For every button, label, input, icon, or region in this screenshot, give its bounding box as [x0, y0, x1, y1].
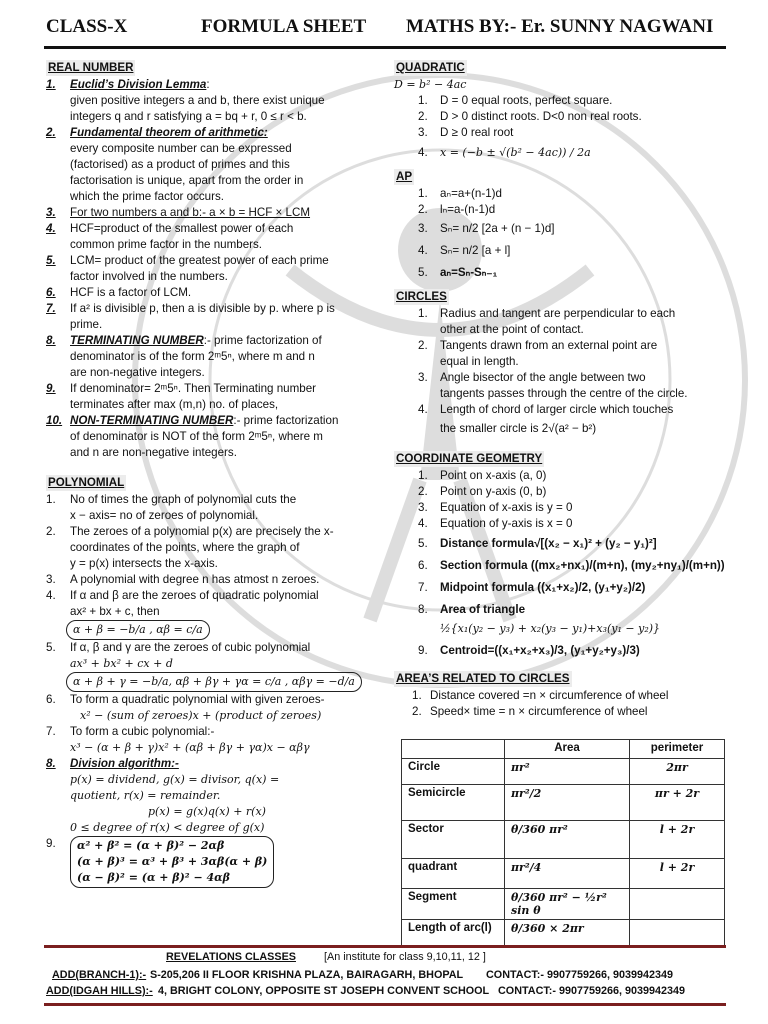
ap-item	[394, 265, 730, 281]
item-number: 1.	[418, 469, 428, 482]
areas-item	[394, 704, 730, 720]
item-line: factorisation is unique, apart from the order in	[70, 174, 304, 187]
right-column	[394, 60, 730, 720]
item-number: 2.	[418, 203, 428, 216]
address-label: ADD(IDGAH HILLS):-	[46, 985, 153, 997]
table-header-row	[402, 740, 725, 759]
table-cell-perimeter	[630, 920, 725, 948]
item-line: If α, β and γ are the zeroes of cubic polynomial	[70, 641, 311, 654]
polynomial-item	[46, 724, 376, 756]
item-number: 2.	[46, 525, 56, 538]
polynomial-item	[46, 836, 376, 888]
circles-item	[394, 402, 730, 437]
polynomial-item	[46, 640, 376, 672]
item-number: 1.	[46, 78, 56, 91]
section-title-real-number: REAL NUMBER	[48, 61, 134, 74]
ap-item	[394, 186, 730, 202]
table-cell-shape: Circle	[402, 759, 505, 785]
real-number-item	[46, 125, 376, 205]
ap-item	[394, 243, 730, 259]
item-text: x = (−b ± √(b² − 4ac)) / 2a	[440, 146, 591, 159]
table-cell-area: πr²/4	[505, 859, 630, 889]
real-number-item	[46, 285, 376, 301]
item-line: of denominator is NOT of the form 2ᵐ5ⁿ, where m	[70, 430, 323, 443]
coordinate-item	[394, 500, 730, 516]
item-line: x³ − (α + β + γ)x² + (αβ + βγ + γα)x − αβγ	[70, 741, 310, 754]
item-number: 4.	[418, 244, 428, 257]
item-number: 2.	[412, 705, 422, 718]
polynomial-item	[46, 692, 376, 724]
item-number: 5.	[46, 641, 56, 654]
item-number: 1.	[46, 493, 56, 506]
real-number-item	[46, 205, 376, 221]
item-line: x − axis= no of zeroes of polynomial.	[70, 509, 259, 522]
table-cell-area: πr²/2	[505, 785, 630, 821]
item-text: Area of triangle	[440, 603, 526, 616]
table-header-perimeter: perimeter	[630, 740, 725, 759]
section-title-polynomial: POLYNOMIAL	[48, 476, 125, 489]
coordinate-item	[394, 516, 730, 532]
institute-tagline: [An institute for class 9,10,11, 12 ]	[324, 951, 486, 963]
table-cell-shape: Semicircle	[402, 785, 505, 821]
item-text: Equation of y-axis is x = 0	[440, 517, 573, 530]
item-number: 2.	[46, 126, 56, 139]
quadratic-item	[394, 109, 730, 125]
quadratic-item	[394, 145, 730, 161]
item-line: tangents passes through the centre of the circle.	[440, 387, 688, 400]
section-title-ap: AP	[396, 170, 413, 183]
table-cell-perimeter: l + 2r	[630, 859, 725, 889]
item-text: D = 0 equal roots, perfect square.	[440, 94, 613, 107]
item-number: 9.	[46, 837, 56, 850]
identity-line: (α + β)³ = α³ + β³ + 3αβ(α + β)	[77, 855, 268, 868]
item-line: The zeroes of a polynomial p(x) are precisely the x-	[70, 525, 334, 538]
table-cell-shape: Segment	[402, 889, 505, 920]
table-row	[402, 759, 725, 785]
item-text: Sₙ= n/2 [2a + (n − 1)d]	[440, 222, 555, 235]
item-text: Section formula ((mx₂+nx₁)/(m+n), (my₂+ny₁)/(m+n))	[440, 559, 725, 572]
item-line: coordinates of the points, where the graph of	[70, 541, 300, 554]
item-line: and n are non-negative integers.	[70, 446, 237, 459]
item-line: p(x) = dividend, g(x) = divisor, q(x) =	[70, 773, 280, 786]
item-line: p(x) = g(x)q(x) + r(x)	[148, 805, 266, 818]
formula-box: α + β + γ = −b/a, αβ + βγ + γα = c/a , αβγ = −d/a	[66, 672, 362, 692]
table-row	[402, 920, 725, 948]
table-cell-area: θ/360 πr² − ½r² sin θ	[505, 889, 630, 920]
item-number: 8.	[46, 334, 56, 347]
table-cell-area: πr²	[505, 759, 630, 785]
page-title: FORMULA SHEET	[201, 16, 367, 37]
item-number: 3.	[418, 126, 428, 139]
address-label: ADD(BRANCH-1):-	[52, 969, 147, 981]
item-text: Equation of x-axis is y = 0	[440, 501, 573, 514]
left-column	[46, 60, 376, 888]
item-text: If a² is divisible p, then a is divisible by p. where p is	[70, 302, 335, 315]
item-text: LCM= product of the greatest power of each prime	[70, 254, 329, 267]
item-line: equal in length.	[440, 355, 519, 368]
item-text: Distance formula√[(x₂ − x₁)² + (y₂ − y₁)²]	[440, 537, 657, 550]
item-text: aₙ=a+(n-1)d	[440, 187, 502, 200]
item-number: 3.	[418, 222, 428, 235]
coordinate-item	[394, 484, 730, 500]
section-title-areas: AREA’S RELATED TO CIRCLES	[396, 672, 570, 685]
item-number: 7.	[418, 581, 428, 594]
item-line: ax² + bx + c, then	[70, 605, 160, 618]
footer-bottom-divider	[44, 1003, 726, 1006]
quadratic-item	[394, 125, 730, 141]
item-text: :- prime factorization	[233, 414, 339, 427]
item-line: No of times the graph of polynomial cuts the	[70, 493, 297, 506]
item-text: If denominator= 2ᵐ5ⁿ. Then Terminating number	[70, 382, 316, 395]
item-number: 1.	[418, 187, 428, 200]
areas-item	[394, 688, 730, 704]
item-number: 2.	[418, 110, 428, 123]
item-number: 1.	[412, 689, 422, 702]
item-title: Division algorithm:-	[70, 757, 179, 770]
table-cell-perimeter: l + 2r	[630, 821, 725, 859]
item-line: To form a cubic polynomial:-	[70, 725, 215, 738]
item-number: 7.	[46, 725, 56, 738]
polynomial-item	[46, 756, 376, 836]
item-line: Angle bisector of the angle between two	[440, 371, 646, 384]
polynomial-item	[46, 572, 376, 588]
item-number: 3.	[418, 371, 428, 384]
item-number: 9.	[418, 644, 428, 657]
item-line: every composite number can be expressed	[70, 142, 292, 155]
item-text: D > 0 distinct roots. D<0 non real roots.	[440, 110, 642, 123]
section-title-quadratic: QUADRATIC	[396, 61, 465, 74]
item-text: For two numbers a and b:- a × b = HCF × LCM	[70, 206, 311, 219]
address-text: 4, BRIGHT COLONY, OPPOSITE ST JOSEPH CONVENT SCHOOL	[158, 985, 490, 997]
real-number-item	[46, 221, 376, 253]
item-line: To form a quadratic polynomial with given zeroes-	[70, 693, 325, 706]
item-number: 3.	[46, 206, 56, 219]
item-number: 3.	[46, 573, 56, 586]
polynomial-item	[46, 524, 376, 572]
header-divider	[44, 46, 726, 49]
circles-item	[394, 338, 730, 370]
item-text: D ≥ 0 real root	[440, 126, 514, 139]
real-number-item	[46, 333, 376, 381]
item-number: 8.	[46, 757, 56, 770]
contact-text: CONTACT:- 9907759266, 9039942349	[486, 969, 674, 981]
address-text: S-205,206 II FLOOR KRISHNA PLAZA, BAIRAGARH, BHOPAL	[150, 969, 464, 981]
item-number: 3.	[418, 501, 428, 514]
item-text: HCF=product of the smallest power of each	[70, 222, 294, 235]
identity-line: (α − β)² = (α + β)² − 4αβ	[77, 871, 230, 884]
item-line: ax³ + bx² + cx + d	[70, 657, 173, 670]
circles-item	[394, 306, 730, 338]
item-number: 1.	[418, 307, 428, 320]
formula-box: α + β = −b/a , αβ = c/a	[66, 620, 210, 640]
item-text: HCF is a factor of LCM.	[70, 286, 192, 299]
item-line: terminates after max (m,n) no. of places,	[70, 398, 279, 411]
item-text: Midpoint formula ((x₁+x₂)/2, (y₁+y₂)/2)	[440, 581, 646, 594]
polynomial-item	[46, 588, 376, 620]
item-text: Centroid=((x₁+x₂+x₃)/3, (y₁+y₂+y₃)/3)	[440, 644, 640, 657]
item-line: x² − (sum of zeroes)x + (product of zeroes)	[80, 709, 322, 722]
item-text: Point on y-axis (0, b)	[440, 485, 547, 498]
contact-text: CONTACT:- 9907759266, 9039942349	[498, 985, 686, 997]
class-label: CLASS-X	[46, 16, 128, 37]
item-number: 4.	[418, 146, 428, 159]
item-line: If α and β are the zeroes of quadratic polynomial	[70, 589, 319, 602]
section-title-coordinate-geometry: COORDINATE GEOMETRY	[396, 452, 543, 465]
table-row	[402, 859, 725, 889]
item-line: common prime factor in the numbers.	[70, 238, 263, 251]
item-number: 4.	[418, 403, 428, 416]
item-line: integers q and r satisfying a = bq + r, 0 ≤ r < b.	[70, 110, 307, 123]
item-number: 6.	[46, 286, 56, 299]
item-number: 7.	[46, 302, 56, 315]
item-number: 2.	[418, 485, 428, 498]
item-number: 9.	[46, 382, 56, 395]
coordinate-item	[394, 602, 730, 618]
item-title: Fundamental theorem of arithmetic:	[70, 126, 268, 139]
item-line: Radius and tangent are perpendicular to each	[440, 307, 676, 320]
item-line: factor involved in the numbers.	[70, 270, 228, 283]
footer-divider	[44, 945, 726, 948]
identity-box	[70, 836, 274, 888]
item-number: 4.	[46, 589, 56, 602]
item-number: 10.	[46, 414, 63, 427]
area-perimeter-table	[401, 739, 725, 948]
coordinate-item	[394, 580, 730, 596]
table-row	[402, 889, 725, 920]
item-text: lₙ=a-(n-1)d	[440, 203, 496, 216]
triangle-area-formula: ½{x₁(y₂ − y₃) + x₂(y₃ − y₁)+x₃(y₁ − y₂)}	[440, 622, 661, 635]
item-colon: :	[206, 78, 210, 91]
item-line: A polynomial with degree n has atmost n zeroes.	[70, 573, 320, 586]
table-header-blank	[402, 740, 505, 759]
item-text: aₙ=Sₙ-Sₙ₋₁	[440, 266, 498, 279]
coordinate-item	[394, 643, 730, 659]
institute-name: REVELATIONS CLASSES	[166, 951, 296, 963]
item-number: 1.	[418, 94, 428, 107]
real-number-item	[46, 381, 376, 413]
real-number-item	[46, 301, 376, 333]
item-line: y = p(x) intersects the x-axis.	[70, 557, 218, 570]
identity-line: α² + β² = (α + β)² − 2αβ	[77, 839, 225, 852]
ap-item	[394, 202, 730, 218]
page-header	[46, 12, 726, 42]
table-cell-perimeter: πr + 2r	[630, 785, 725, 821]
item-line: which the prime factor occurs.	[70, 190, 224, 203]
coordinate-item	[394, 468, 730, 484]
item-line: prime.	[70, 318, 103, 331]
table-header-area: Area	[505, 740, 630, 759]
item-text: :- prime factorization of	[203, 334, 322, 347]
item-text: Sₙ= n/2 [a + l]	[440, 244, 511, 257]
item-title: Euclid’s Division Lemma	[70, 78, 207, 91]
item-text: Distance covered =n × circumference of wheel	[430, 689, 669, 702]
item-number: 5.	[418, 537, 428, 550]
item-number: 4.	[418, 517, 428, 530]
real-number-item	[46, 253, 376, 285]
item-line: 0 ≤ degree of r(x) < degree of g(x)	[70, 821, 265, 834]
coordinate-item	[394, 558, 730, 574]
item-line: Length of chord of larger circle which touches	[440, 403, 674, 416]
item-text: Speed× time = n × circumference of wheel	[430, 705, 648, 718]
table-cell-shape: Length of arc(l)	[402, 920, 505, 948]
polynomial-item	[46, 492, 376, 524]
table-cell-shape: quadrant	[402, 859, 505, 889]
ap-item	[394, 221, 730, 237]
table-row	[402, 785, 725, 821]
quadratic-item	[394, 93, 730, 109]
item-line: denominator is of the form 2ᵐ5ⁿ, where m and n	[70, 350, 315, 363]
item-number: 8.	[418, 603, 428, 616]
item-number: 5.	[418, 266, 428, 279]
discriminant-formula: D = b² − 4ac	[394, 78, 467, 91]
item-line: the smaller circle is 2√(a² − b²)	[440, 422, 597, 435]
section-title-circles: CIRCLES	[396, 290, 447, 303]
table-cell-area: θ/360 × 2πr	[505, 920, 630, 948]
item-line: other at the point of contact.	[440, 323, 584, 336]
table-cell-area: θ/360 πr²	[505, 821, 630, 859]
item-line: are non-negative integers.	[70, 366, 205, 379]
item-number: 6.	[418, 559, 428, 572]
item-line: Tangents drawn from an external point are	[440, 339, 658, 352]
item-line: (factorised) as a product of primes and this	[70, 158, 290, 171]
item-number: 4.	[46, 222, 56, 235]
item-number: 5.	[46, 254, 56, 267]
circles-item	[394, 370, 730, 402]
table-cell-shape: Sector	[402, 821, 505, 859]
item-number: 2.	[418, 339, 428, 352]
item-title: NON-TERMINATING NUMBER	[70, 414, 234, 427]
author-label: MATHS BY:- Er. SUNNY NAGWANI	[406, 16, 714, 37]
item-text: Point on x-axis (a, 0)	[440, 469, 547, 482]
real-number-item	[46, 413, 376, 461]
item-line: given positive integers a and b, there exist unique	[70, 94, 325, 107]
item-line: quotient, r(x) = remainder.	[70, 789, 221, 802]
table-row	[402, 821, 725, 859]
real-number-item	[46, 77, 376, 125]
table-cell-perimeter	[630, 889, 725, 920]
item-number: 6.	[46, 693, 56, 706]
table-cell-perimeter: 2πr	[630, 759, 725, 785]
coordinate-item	[394, 536, 730, 552]
item-title: TERMINATING NUMBER	[70, 334, 204, 347]
